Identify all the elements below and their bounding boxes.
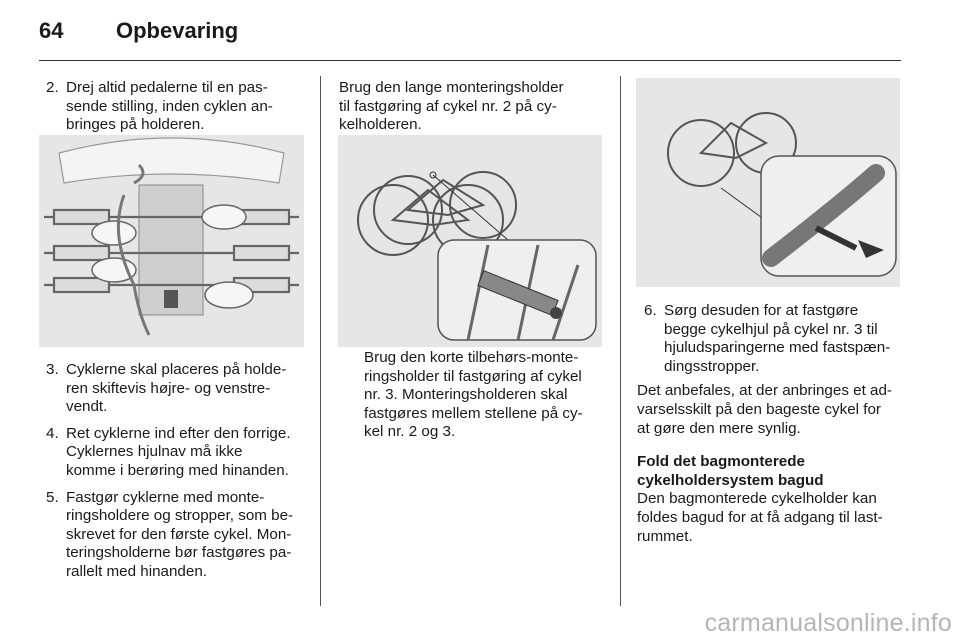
text-line: Brug den lange monteringsholder bbox=[339, 79, 564, 96]
warning-sign-paragraph bbox=[637, 382, 903, 438]
page-title: Opbevaring bbox=[116, 18, 239, 43]
step-3 bbox=[39, 361, 307, 417]
step-number: 5. bbox=[46, 488, 59, 506]
column-1-top bbox=[39, 79, 307, 135]
text-line: nr. 3. Monteringsholderen skal bbox=[364, 386, 568, 404]
text-line: Det anbefales, at der anbringes et ad- bbox=[637, 382, 892, 400]
text-line: dingsstropper. bbox=[664, 357, 760, 375]
wheel-strap-figure bbox=[636, 78, 900, 287]
bike-carrier-top-view-figure bbox=[39, 135, 304, 347]
text-line: hjuludsparingerne med fastspæn- bbox=[664, 339, 891, 357]
text-line: Fastgør cyklerne med monte- bbox=[66, 488, 265, 506]
text-line: varselsskilt på den bageste cykel for bbox=[637, 400, 881, 418]
text-line: kelholderen. bbox=[339, 116, 422, 134]
text-line: bringes på holderen. bbox=[66, 116, 205, 134]
wheel-strap-illustration bbox=[636, 78, 900, 287]
step-number: 4. bbox=[46, 424, 59, 442]
text-line: sende stilling, inden cyklen an- bbox=[66, 97, 273, 115]
text-line: Ret cyklerne ind efter den forrige. bbox=[66, 424, 291, 442]
section-heading bbox=[637, 453, 903, 490]
heading-line: cykelholdersystem bagud bbox=[637, 471, 824, 489]
text-line: rummet. bbox=[637, 527, 693, 545]
column-divider-2 bbox=[620, 76, 621, 606]
text-line: til fastgøring af cykel nr. 2 på cy- bbox=[339, 97, 557, 115]
text-line: Cyklerne skal placeres på holde- bbox=[66, 361, 287, 378]
text-line: foldes bagud for at få adgang til last- bbox=[637, 508, 883, 526]
text-line: teringsholderne bør fastgøres pa- bbox=[66, 544, 292, 562]
column-2-bottom bbox=[364, 349, 610, 442]
text-line: rallelt med hinanden. bbox=[66, 562, 207, 580]
bike-carrier-illustration bbox=[39, 135, 304, 347]
step-6 bbox=[637, 302, 903, 376]
column-3 bbox=[637, 302, 903, 546]
step-number: 6. bbox=[644, 302, 657, 319]
text-line: ringsholdere og stropper, som be- bbox=[66, 507, 294, 525]
text-line: vendt. bbox=[66, 398, 108, 416]
column-divider-1 bbox=[320, 76, 321, 606]
step-number: 3. bbox=[46, 361, 59, 378]
text-line: Brug den korte tilbehørs-monte- bbox=[364, 349, 579, 366]
step-number: 2. bbox=[46, 79, 59, 96]
text-line: Drej altid pedalerne til en pas- bbox=[66, 79, 268, 96]
column-1-bottom bbox=[39, 361, 307, 582]
long-mounting-holder-figure bbox=[338, 135, 602, 347]
step-5 bbox=[39, 489, 307, 582]
header-rule bbox=[39, 60, 901, 61]
text-line: ren skiftevis højre- og venstre- bbox=[66, 379, 271, 397]
bike-side-view-illustration bbox=[338, 135, 602, 347]
text-line: Cyklernes hjulnav må ikke bbox=[66, 443, 243, 461]
text-line: fastgøres mellem stellene på cy- bbox=[364, 404, 583, 422]
page-number: 64 bbox=[39, 18, 64, 43]
text-line: Den bagmonterede cykelholder kan bbox=[637, 490, 877, 508]
text-line: skrevet for den første cykel. Mon- bbox=[66, 525, 292, 543]
fold-back-paragraph bbox=[637, 490, 903, 546]
text-line: begge cykelhjul på cykel nr. 3 til bbox=[664, 320, 878, 338]
watermark: carmanualsonline.info bbox=[704, 609, 952, 637]
text-line: at gøre den mere synlig. bbox=[637, 419, 801, 437]
heading-line: Fold det bagmonterede bbox=[637, 453, 805, 471]
page-header bbox=[0, 0, 960, 62]
column-2-top bbox=[339, 79, 607, 135]
step-4 bbox=[39, 425, 307, 481]
text-line: ringsholder til fastgøring af cykel bbox=[364, 367, 582, 385]
text-line: kel nr. 2 og 3. bbox=[364, 423, 456, 441]
text-line: Sørg desuden for at fastgøre bbox=[664, 302, 859, 319]
step-2 bbox=[39, 79, 307, 135]
text-line: komme i berøring med hinanden. bbox=[66, 461, 289, 479]
